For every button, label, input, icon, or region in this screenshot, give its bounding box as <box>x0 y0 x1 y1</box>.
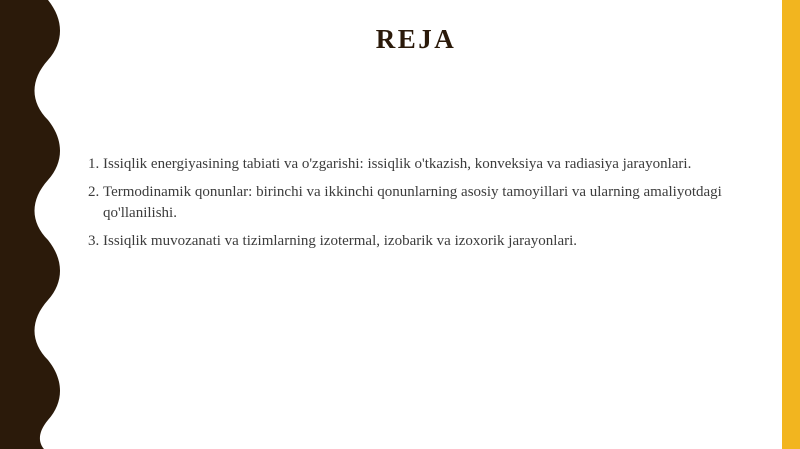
list-item-text: Issiqlik muvozanati va tizimlarning izotermal, izobarik va izoxorik jarayonlari. <box>103 233 578 249</box>
list-item-number: 2. <box>88 184 100 200</box>
wavy-left-border <box>0 0 64 449</box>
list-item-text: Termodinamik qonunlar: birinchi va ikkinchi qonunlarning asosiy tamoyillari va ularning amaliyotdagi qo'llanilishi. <box>103 184 722 221</box>
list-item <box>88 231 728 252</box>
list-item <box>88 182 728 224</box>
slide-title: REJA <box>375 24 457 54</box>
list-item-number: 3. <box>88 233 100 249</box>
list-item-text: Issiqlik energiyasining tabiati va o'zgarishi: issiqlik o'tkazish, konveksiya va radiasiya jarayonlari. <box>103 156 692 172</box>
right-accent-bar <box>782 0 800 449</box>
list-item <box>88 154 728 175</box>
list-item-number: 1. <box>88 156 100 172</box>
plan-list <box>88 154 728 259</box>
